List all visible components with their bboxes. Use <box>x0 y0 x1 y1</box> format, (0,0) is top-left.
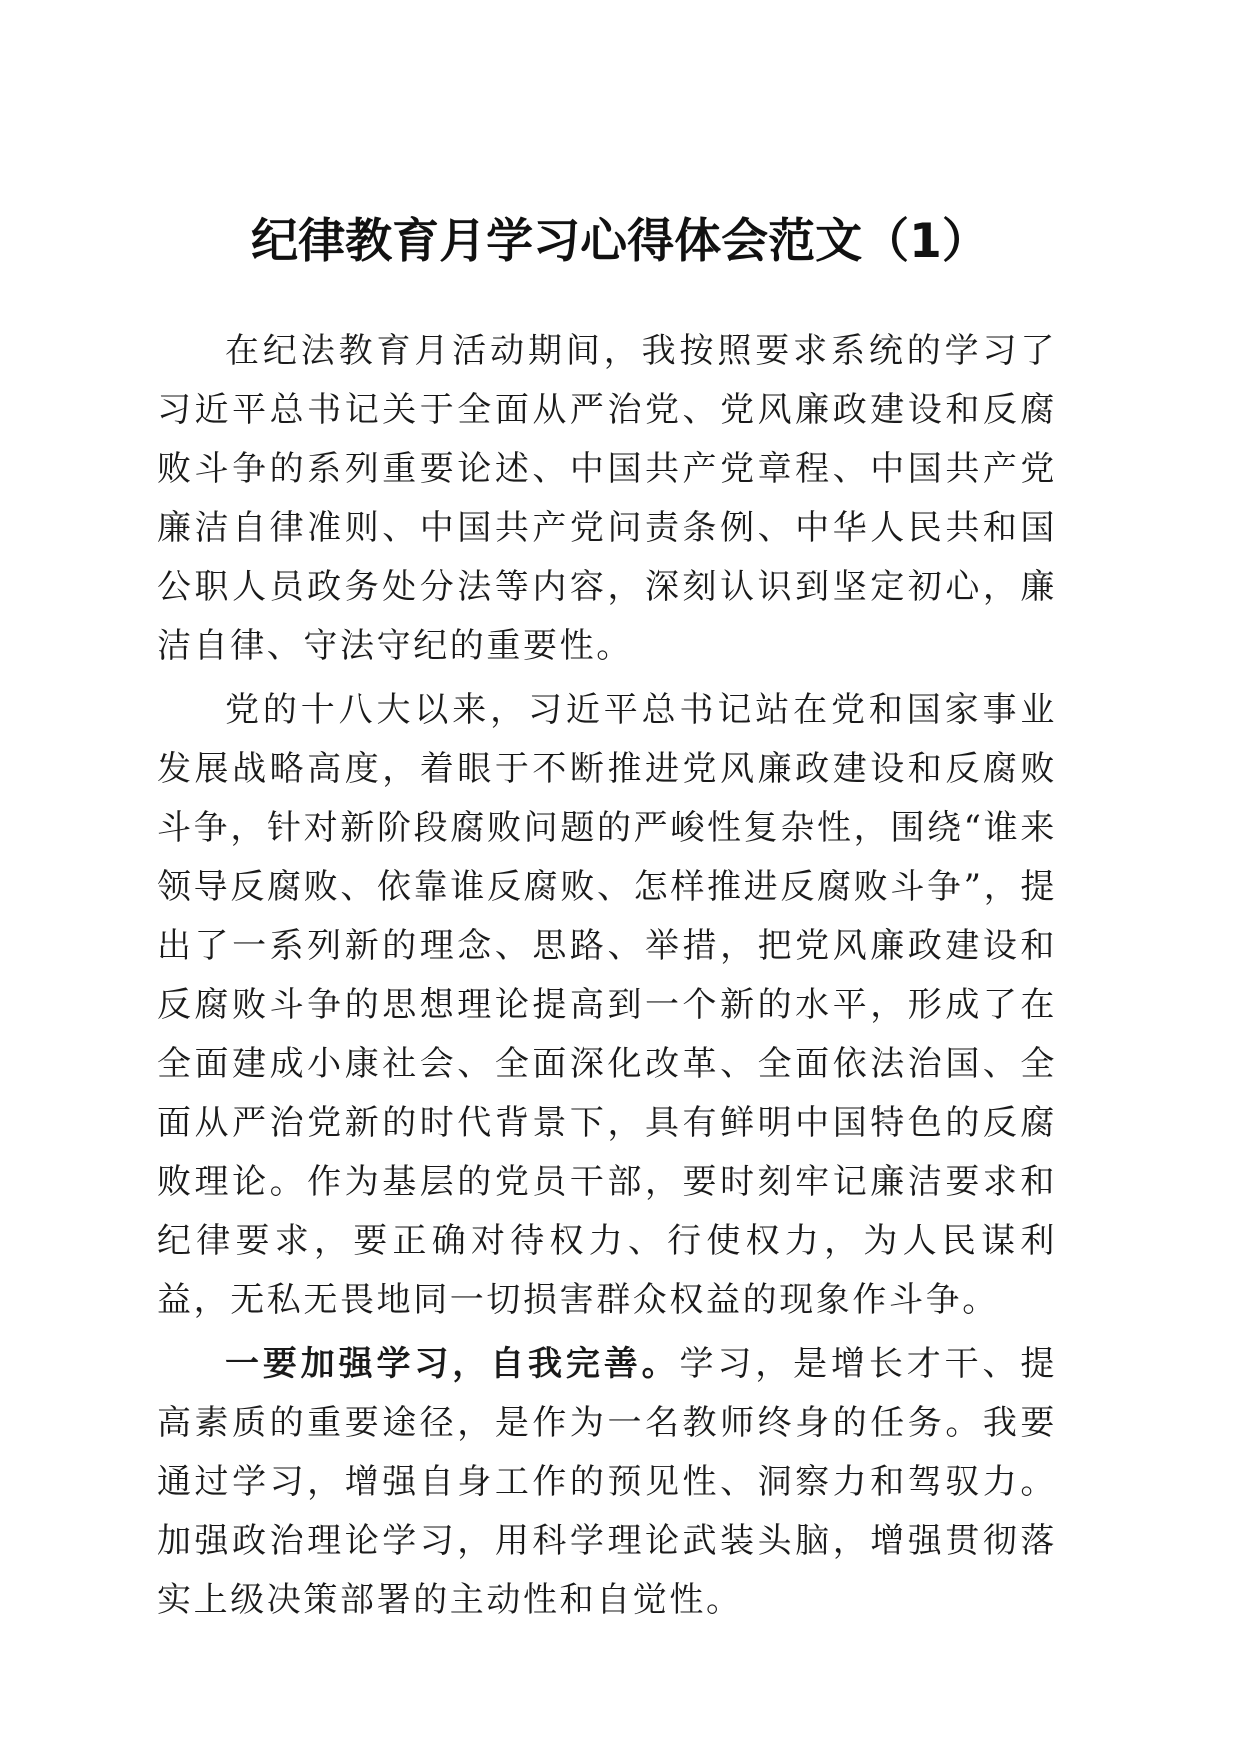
document-title: 纪律教育月学习心得体会范文（1） <box>251 214 989 269</box>
paragraph-background <box>157 681 1057 1330</box>
paragraph-point-one <box>157 1335 1057 1630</box>
document-body <box>157 322 1057 1630</box>
paragraph-text: 在纪法教育月活动期间，我按照要求系统的学习了习近平总书记关于全面从严治党、党风廉政建设和反腐败斗争的系列重要论述、中国共产党章程、中国共产党廉洁自律准则、中国共产党问责条例、中华人民共和国公职人员政务处分法等内容，深刻认识到坚定初心，廉洁自律、守法守纪的重要性。 <box>157 331 1057 666</box>
paragraph-text: 党的十八大以来，习近平总书记站在党和国家事业发展战略高度，着眼于不断推进党风廉政建设和反腐败斗争，针对新阶段腐败问题的严峻性复杂性，围绕“谁来领导反腐败、依靠谁反腐败、怎样推进反腐败斗争”，提出了一系列新的理念、思路、举措，把党风廉政建设和反腐败斗争的思想理论提高到一个新的水平，形成了在全面建成小康社会、全面深化改革、全面依法治国、全面从严治党新的时代背景下，具有鲜明中国特色的反腐败理论。作为基层的党员干部，要时刻牢记廉洁要求和纪律要求，要正确对待权力、行使权力，为人民谋利益，无私无畏地同一切损害群众权益的现象作斗争。 <box>157 690 1057 1320</box>
paragraph-intro <box>157 322 1057 676</box>
paragraph-text: 学习，是增长才干、提高素质的重要途径，是作为一名教师终身的任务。我要通过学习，增强自身工作的预见性、洞察力和驾驭力。加强政治理论学习，用科学理论武装头脑，增强贯彻落实上级决策部署的主动性和自觉性。 <box>157 1344 1057 1620</box>
paragraph-lead-heading: 一要加强学习，自我完善。 <box>225 1344 680 1384</box>
